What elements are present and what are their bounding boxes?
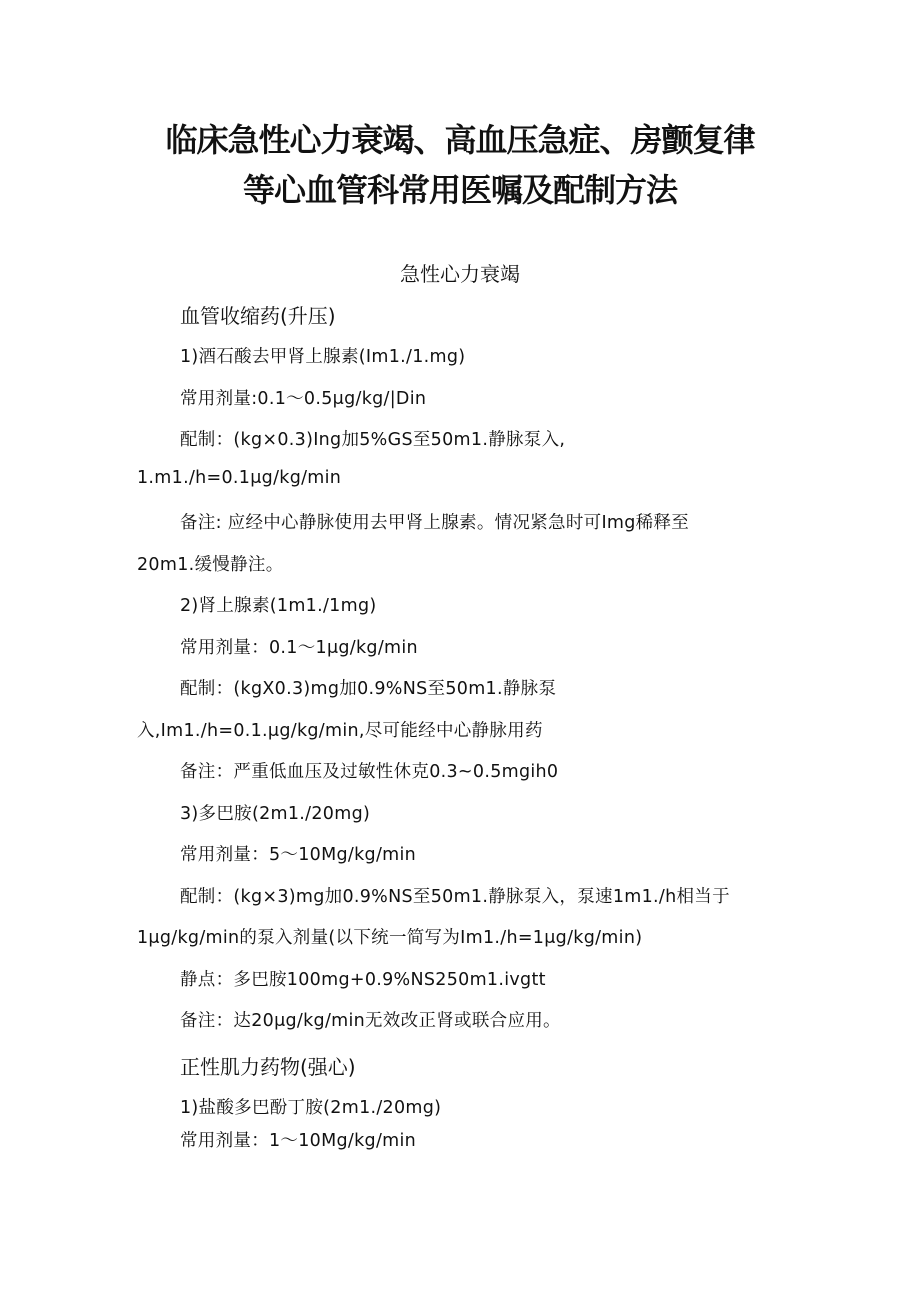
body-line: 常用剂量:0.1～0.5μg/kg/|Din <box>180 389 427 409</box>
body-line: 常用剂量：5～10Mg/kg/min <box>180 845 417 865</box>
section-title: 急性心力衰竭 <box>400 262 520 286</box>
body-line: 入,Im1./h=0.1.μg/kg/min,尽可能经中心静脉用药 <box>137 721 543 741</box>
document-title-line-2: 等心血管科常用医嘱及配制方法 <box>242 171 677 209</box>
body-line: 备注：达20μg/kg/min无效改正肾或联合应用。 <box>180 1011 561 1031</box>
body-line: 静点：多巴胺100mg+0.9%NS250m1.ivgtt <box>180 970 546 990</box>
body-line: 1)酒石酸去甲肾上腺素(Im1./1.mg) <box>180 347 466 367</box>
body-line: 常用剂量：0.1～1μg/kg/min <box>180 638 418 658</box>
body-line: 配制：(kg×0.3)Ing加5%GS至50m1.静脉泵入, <box>180 430 566 450</box>
subheading-vasoconstrictor: 血管收缩药(升压) <box>180 304 336 328</box>
body-line: 常用剂量：1～10Mg/kg/min <box>180 1131 417 1151</box>
body-line: 1.m1./h=0.1μg/kg/min <box>137 468 342 488</box>
body-line: 配制：(kgX0.3)mg加0.9%NS至50m1.静脉泵 <box>180 679 557 699</box>
document-title-line-1: 临床急性心力衰竭、高血压急症、房颤复律 <box>165 121 755 159</box>
body-line: 20m1.缓慢静注。 <box>137 555 284 575</box>
subheading-inotropic: 正性肌力药物(强心) <box>180 1055 356 1079</box>
body-line: 1)盐酸多巴酚丁胺(2m1./20mg) <box>180 1098 442 1118</box>
body-line: 备注：严重低血压及过敏性休克0.3~0.5mgih0 <box>180 762 559 782</box>
body-line: 备注: 应经中心静脉使用去甲肾上腺素。情况紧急时可Img稀释至 <box>180 513 690 533</box>
body-line: 1μg/kg/min的泵入剂量(以下统一简写为Im1./h=1μg/kg/min) <box>137 928 643 948</box>
body-line: 配制：(kg×3)mg加0.9%NS至50m1.静脉泵入，泵速1m1./h相当于 <box>180 887 730 907</box>
body-line: 3)多巴胺(2m1./20mg) <box>180 804 371 824</box>
body-line: 2)肾上腺素(1m1./1mg) <box>180 596 377 616</box>
